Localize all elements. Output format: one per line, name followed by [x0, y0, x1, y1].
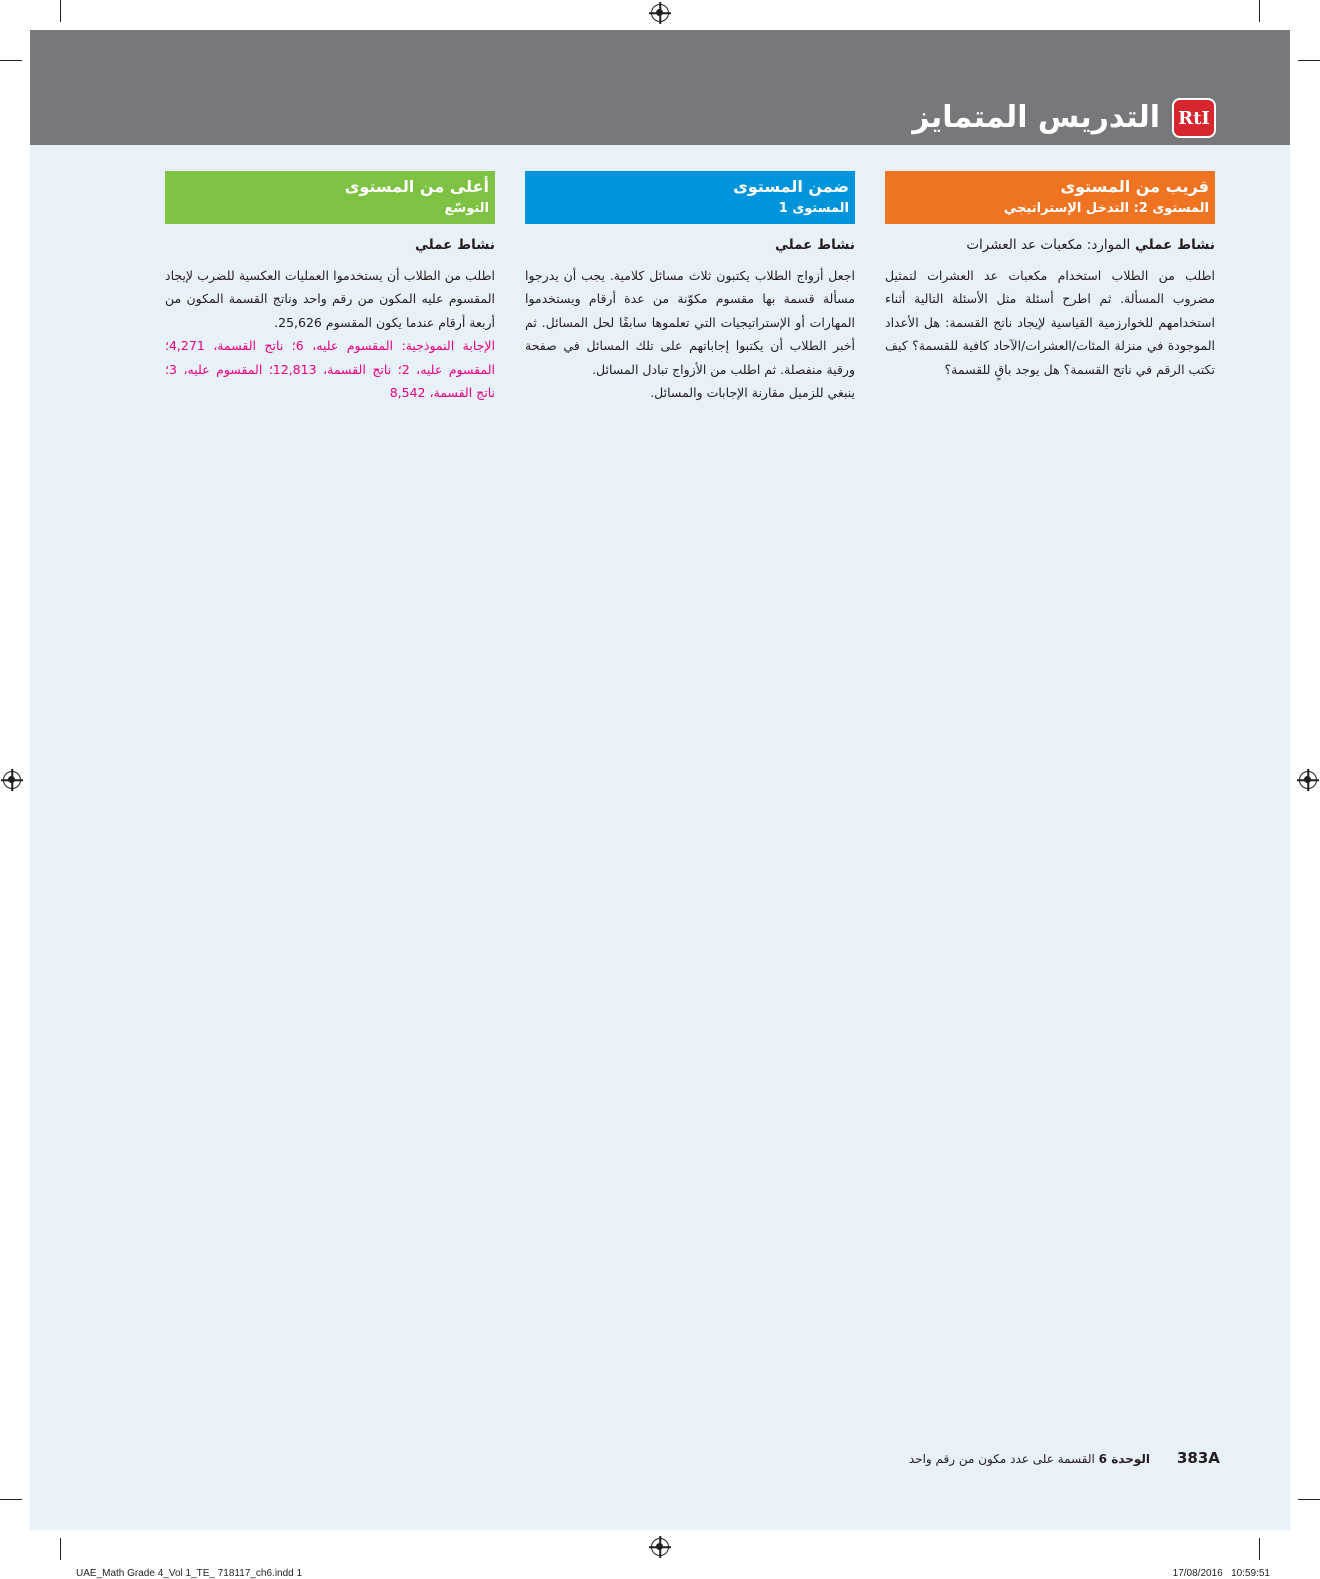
crop-mark	[1298, 60, 1320, 61]
column-subheading: التوسّع	[444, 201, 489, 216]
crop-mark	[0, 1499, 22, 1500]
file-slug: UAE_Math Grade 4_Vol 1_TE_ 718117_ch6.indd 1	[76, 1568, 303, 1579]
column-beyond	[165, 171, 495, 404]
activity-body	[525, 264, 855, 404]
footer-running-head	[909, 1452, 1150, 1466]
column-heading: قريب من المستوى	[1060, 177, 1209, 196]
page-title: التدريس المتمايز	[912, 100, 1160, 135]
activity-label: نشاط عملي	[414, 237, 495, 253]
paragraph: اطلب من الطلاب استخدام مكعبات عد العشرات لتمثيل مضروب المسألة. ثم اطرح أسئلة مثل الأسئلة التالية أثناء استخدامهم للخوارزمية القياسية لإيجاد ناتج القسمة: هل الأعداد الموجودة في منزلة المئات/العشرات/الآحاد كافية للقسمة؟ كيف تكتب الرقم في ناتج القسمة؟ هل يوجد باقٍ للقسمة؟	[885, 268, 1215, 377]
activity-label: نشاط عملي	[774, 237, 855, 253]
module-label: الوحدة 6	[1098, 1452, 1150, 1466]
column-header	[885, 171, 1215, 224]
column-on-level	[525, 171, 855, 404]
activity-title	[165, 234, 495, 256]
column-subheading: المستوى 2: التدخل الإستراتيجي	[1003, 201, 1209, 216]
activity-body	[885, 264, 1215, 381]
column-subheading: المستوى 1	[778, 201, 849, 216]
date-slug	[1173, 1568, 1270, 1579]
registration-mark-icon	[651, 4, 669, 22]
paragraph: اطلب من الطلاب أن يستخدموا العمليات العكسية للضرب لإيجاد المقسوم عليه المكون من رقم واحد وناتج القسمة المكون من أربعة أرقام عندما يكون المقسوم 25,626.	[165, 268, 495, 330]
registration-mark-icon	[1299, 771, 1317, 789]
registration-mark-icon	[3, 771, 21, 789]
column-approaching	[885, 171, 1215, 381]
activity-body	[165, 264, 495, 404]
paragraph: اجعل أزواج الطلاب يكتبون ثلاث مسائل كلامية. يجب أن يدرجوا مسألة قسمة بها مقسوم مكوّنة من عدة أرقام ويستخدموا المهارات أو الإستراتيجيات التي تعلموها سابقًا لحل المسائل. ثم أخبر الطلاب أن يكتبوا إجاباتهم على تلك المسائل في صفحة ورقية منفصلة. ثم اطلب من الأزواج تبادل المسائل.	[525, 268, 855, 377]
crop-mark	[60, 0, 61, 22]
activity-resources: الموارد: مكعبات عد العشرات	[966, 237, 1131, 253]
column-header	[165, 171, 495, 224]
rti-badge-icon: RtI	[1172, 98, 1216, 138]
page-number: 383A	[1177, 1449, 1220, 1467]
column-heading: أعلى من المستوى	[344, 177, 489, 196]
slug-date: 17/08/2016	[1172, 1568, 1223, 1579]
column-heading: ضمن المستوى	[733, 177, 849, 196]
activity-label: نشاط عملي	[1134, 237, 1215, 253]
sample-answer: الإجابة النموذجية: المقسوم عليه، 6؛ ناتج القسمة، 4,271؛ المقسوم عليه، 2؛ ناتج القسمة، 12,813؛ المقسوم عليه، 3؛ ناتج القسمة، 8,542	[165, 338, 495, 401]
crop-mark	[1298, 1499, 1320, 1500]
registration-mark-icon	[651, 1538, 669, 1556]
module-title: القسمة على عدد مكون من رقم واحد	[908, 1452, 1095, 1466]
crop-mark	[1259, 1538, 1260, 1560]
activity-title	[885, 234, 1215, 256]
crop-mark	[1259, 0, 1260, 22]
crop-mark	[60, 1538, 61, 1560]
crop-mark	[0, 60, 22, 61]
slug-time: 10:59:51	[1231, 1568, 1270, 1579]
activity-title	[525, 234, 855, 256]
column-header	[525, 171, 855, 224]
paragraph: ينبغي للزميل مقارنة الإجابات والمسائل.	[650, 385, 855, 401]
